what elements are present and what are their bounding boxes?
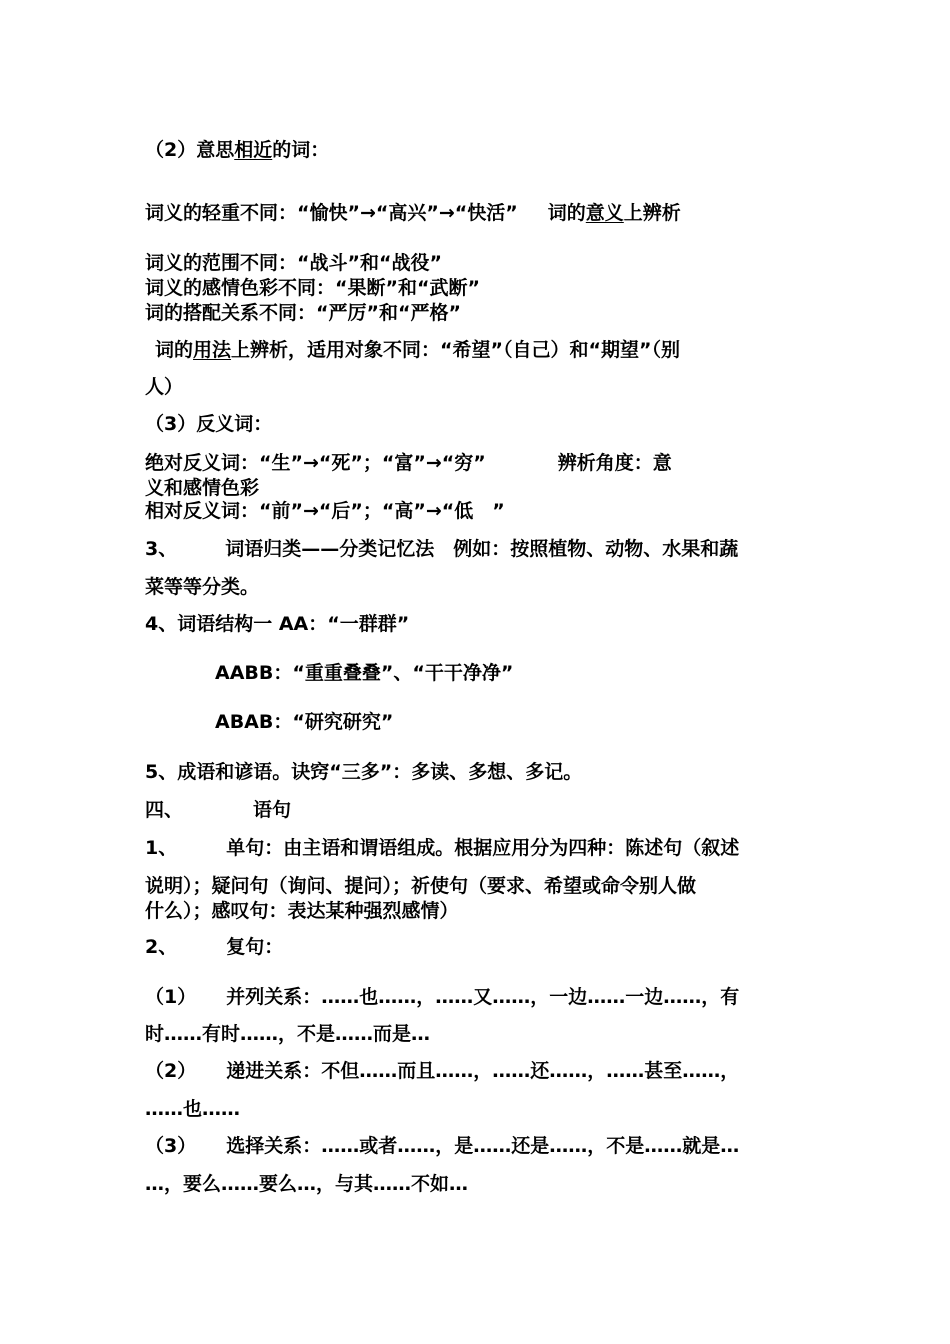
paragraph-line: …，要么……要么…，与其……不如… xyxy=(145,1173,469,1195)
heading-similar-words: （2）意思相近的词： xyxy=(145,139,330,161)
paragraph-line: 菜等等分类。 xyxy=(145,576,260,598)
paragraph-line: 词义的感情色彩不同：“果断”和“武断” xyxy=(145,277,480,299)
section-heading: 四、 语句 xyxy=(145,799,292,821)
paragraph-line: ……也…… xyxy=(145,1098,241,1120)
paragraph-line: 词义的轻重不同：“愉快”→“高兴”→“快活” 词的意义上辨析 xyxy=(145,202,681,224)
numbered-item: 5、成语和谚语。诀窍“三多”：多读、多想、多记。 xyxy=(145,761,583,783)
paragraph-line: 绝对反义词：“生”→“死”；“富”→“穷” 辨析角度：意 xyxy=(145,452,672,474)
numbered-item: 2、 复句： xyxy=(145,936,284,958)
underlined-text: 用法 xyxy=(193,339,232,361)
paragraph-line: ABAB：“研究研究” xyxy=(215,711,394,733)
paragraph-line: 什么）；感叹句：表达某种强烈感情） xyxy=(145,900,459,922)
paragraph-line: 词的用法上辨析，适用对象不同：“希望”（自己）和“期望”（别 xyxy=(155,339,680,361)
heading-antonyms: （3）反义词： xyxy=(145,413,273,435)
paragraph-line: 义和感情色彩 xyxy=(145,477,260,499)
paragraph-line: 人） xyxy=(145,376,184,398)
numbered-item: 1、 单句：由主语和谓语组成。根据应用分为四种：陈述句（叙述 xyxy=(145,837,740,859)
underlined-text: 意义 xyxy=(585,202,624,224)
paragraph-line: 词的搭配关系不同：“严厉”和“严格” xyxy=(145,302,461,324)
sub-item: （2） 递进关系：不但……而且……，……还……，……甚至……， xyxy=(145,1060,740,1082)
underlined-text: 相近 xyxy=(234,139,273,161)
numbered-item: 4、词语结构一 AA：“一群群” xyxy=(145,613,410,635)
paragraph-line: 相对反义词：“前”→“后”；“高”→“低 ” xyxy=(145,500,505,522)
paragraph-line: AABB：“重重叠叠”、“干干净净” xyxy=(215,662,514,684)
paragraph-line: 词义的范围不同：“战斗”和“战役” xyxy=(145,252,442,274)
sub-item: （3） 选择关系：……或者……，是……还是……，不是……就是… xyxy=(145,1135,740,1157)
numbered-item: 3、 词语归类——分类记忆法 例如：按照植物、动物、水果和蔬 xyxy=(145,538,739,560)
sub-item: （1） 并列关系：……也……，……又……，一边……一边……，有 xyxy=(145,986,740,1008)
paragraph-line: 说明）；疑问句（询问、提问）；祈使句（要求、希望或命令别人做 xyxy=(145,875,697,897)
paragraph-line: 时……有时……，不是……而是… xyxy=(145,1023,431,1045)
